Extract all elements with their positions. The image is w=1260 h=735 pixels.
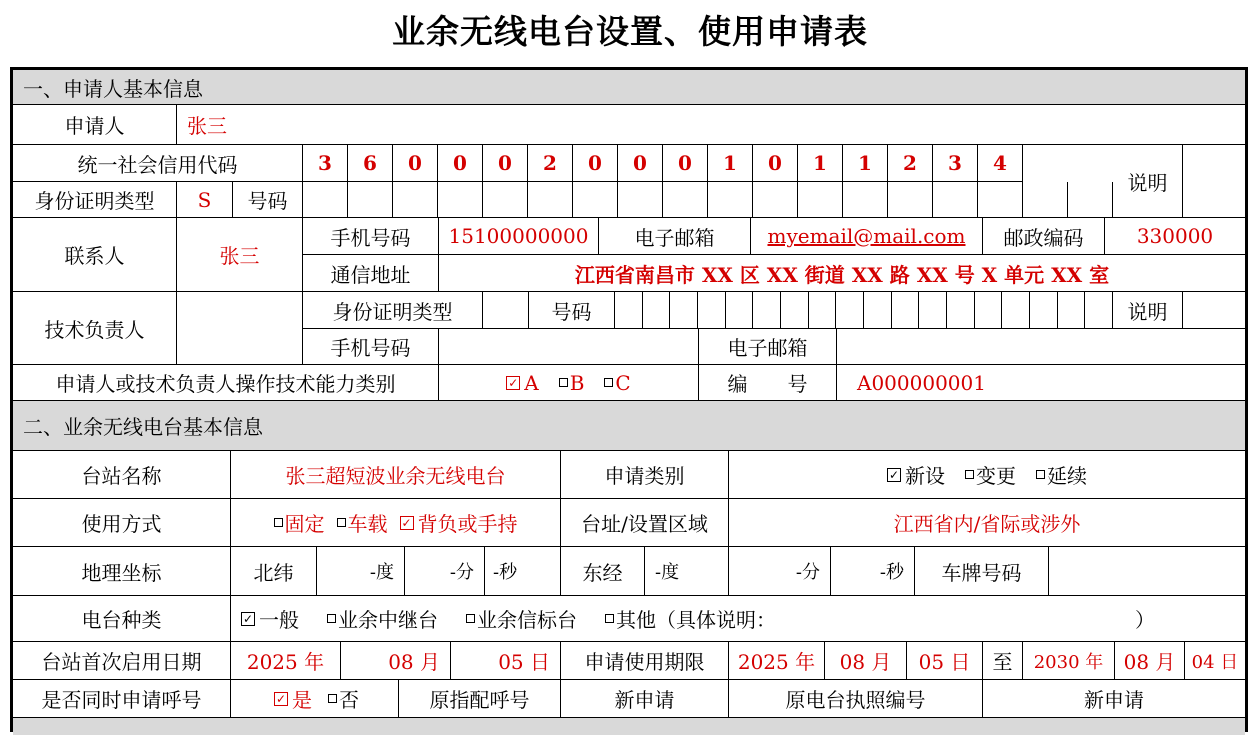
lat-sec-field[interactable]: -秒 xyxy=(485,547,561,596)
credit-code-digit[interactable]: 3 xyxy=(303,145,348,182)
id-number-cell[interactable] xyxy=(888,182,933,218)
id-number-cell[interactable] xyxy=(843,182,888,218)
id-number-cell[interactable] xyxy=(798,182,843,218)
ability-c-option[interactable]: C xyxy=(604,371,630,395)
station-type-options xyxy=(231,596,1245,642)
note-label: 说明 xyxy=(1113,145,1183,218)
id-number-cell[interactable] xyxy=(663,182,708,218)
geo-label: 地理坐标 xyxy=(13,547,231,596)
tech-label: 技术负责人 xyxy=(13,292,177,365)
type-other-close: ） xyxy=(1135,608,1155,632)
postcode-label: 邮政编码 xyxy=(983,218,1105,255)
tech-id-number-cell[interactable] xyxy=(809,292,837,329)
tech-id-type-label: 身份证明类型 xyxy=(303,292,483,329)
first-day-field[interactable]: 05 日 xyxy=(451,642,561,680)
tech-id-number-cell[interactable] xyxy=(781,292,809,329)
plate-label: 车牌号码 xyxy=(915,547,1049,596)
checked-icon: ✓ xyxy=(242,611,254,626)
to-year-field[interactable]: 2030 年 xyxy=(1023,642,1115,680)
ability-options xyxy=(439,365,699,401)
email-field[interactable]: myemail@mail.com xyxy=(751,218,983,255)
usage-label: 使用方式 xyxy=(13,499,231,547)
next-section-header xyxy=(13,718,1245,735)
credit-code-digit[interactable]: 0 xyxy=(483,145,528,182)
id-number-cell[interactable] xyxy=(348,182,393,218)
tech-id-number-cell[interactable] xyxy=(1002,292,1030,329)
first-year-field[interactable]: 2025 年 xyxy=(231,642,341,680)
tech-id-number-cell[interactable] xyxy=(753,292,781,329)
id-number-cell[interactable] xyxy=(1023,182,1068,218)
tech-id-number-cell[interactable] xyxy=(1030,292,1058,329)
form-title: 业余无线电台设置、使用申请表 xyxy=(392,12,868,51)
checkbox-icon xyxy=(605,614,614,623)
tech-id-number-cell[interactable] xyxy=(643,292,671,329)
id-number-label: 号码 xyxy=(233,182,303,218)
lat-min-field[interactable]: -分 xyxy=(405,547,485,596)
contact-field[interactable]: 张三 xyxy=(177,218,303,292)
credit-code-digit[interactable]: 1 xyxy=(843,145,888,182)
site-label: 台址/设置区域 xyxy=(561,499,729,547)
ability-a-option[interactable]: ✓ A xyxy=(508,370,539,395)
credit-code-digit[interactable]: 0 xyxy=(393,145,438,182)
tech-id-number-cell[interactable] xyxy=(726,292,754,329)
apply-type-new[interactable]: ✓ 新设 xyxy=(888,464,945,488)
apply-type-extend[interactable]: 延续 xyxy=(1036,460,1087,489)
credit-code-digit[interactable]: 1 xyxy=(798,145,843,182)
from-year-field[interactable]: 2025 年 xyxy=(729,642,825,680)
credit-code-digit[interactable]: 2 xyxy=(528,145,573,182)
checkbox-icon xyxy=(328,694,337,703)
from-day-field[interactable]: 05 日 xyxy=(907,642,983,680)
plate-field[interactable] xyxy=(1049,547,1245,596)
address-field[interactable]: 江西省南昌市 XX 区 XX 街道 XX 路 XX 号 X 单元 XX 室 xyxy=(439,255,1245,292)
tech-note-label: 说明 xyxy=(1113,292,1183,329)
id-number-cell[interactable] xyxy=(573,182,618,218)
tech-id-number-cell[interactable] xyxy=(615,292,643,329)
credit-code-digit[interactable]: 0 xyxy=(618,145,663,182)
applicant-field[interactable]: 张三 xyxy=(177,105,1245,145)
checked-icon: ✓ xyxy=(275,691,287,706)
checkbox-icon xyxy=(466,614,475,623)
id-number-cell[interactable] xyxy=(708,182,753,218)
orig-license-label: 原电台执照编号 xyxy=(729,680,983,718)
credit-code-digit[interactable]: 0 xyxy=(573,145,618,182)
tech-phone-field[interactable] xyxy=(439,329,699,365)
note-field[interactable] xyxy=(1183,145,1245,218)
to-label: 至 xyxy=(983,642,1023,680)
email-label: 电子邮箱 xyxy=(599,218,751,255)
cert-no-label: 编 号 xyxy=(699,365,837,401)
first-month-field[interactable]: 08 月 xyxy=(341,642,451,680)
callsign-no[interactable]: 否 xyxy=(328,684,359,713)
checked-icon: ✓ xyxy=(401,515,412,530)
id-number-cell[interactable] xyxy=(1068,182,1113,218)
checkbox-icon xyxy=(965,470,974,479)
id-number-cell[interactable] xyxy=(303,182,348,218)
usage-portable[interactable]: ✓ 背负或手持 xyxy=(401,512,518,536)
to-day-field[interactable]: 04 日 xyxy=(1185,642,1245,680)
orig-callsign-field[interactable]: 新申请 xyxy=(561,680,729,718)
callsign-label: 是否同时申请呼号 xyxy=(13,680,231,718)
id-number-cell[interactable] xyxy=(393,182,438,218)
tech-id-number-cell[interactable] xyxy=(919,292,947,329)
callsign-yes[interactable]: ✓ 是 xyxy=(275,688,312,712)
address-label: 通信地址 xyxy=(303,255,439,292)
tech-id-number-label: 号码 xyxy=(529,292,615,329)
ability-b-option[interactable]: B xyxy=(559,371,585,395)
tech-id-number-cell[interactable] xyxy=(1085,292,1113,329)
section-1-header: 一、申请人基本信息 xyxy=(13,70,1245,105)
type-general[interactable]: ✓ 一般 xyxy=(242,608,299,632)
type-beacon[interactable]: 业余信标台 xyxy=(466,604,577,633)
tech-email-label: 电子邮箱 xyxy=(699,329,837,365)
first-date-label: 台站首次启用日期 xyxy=(13,642,231,680)
tech-id-number-cell[interactable] xyxy=(947,292,975,329)
ability-label: 申请人或技术负责人操作技术能力类别 xyxy=(13,365,439,401)
orig-license-field[interactable]: 新申请 xyxy=(983,680,1245,718)
station-name-field[interactable]: 张三超短波业余无线电台 xyxy=(231,451,561,499)
north-label: 北纬 xyxy=(231,547,317,596)
id-number-cell[interactable] xyxy=(978,182,1023,218)
lat-deg-field[interactable]: -度 xyxy=(317,547,405,596)
credit-code-digit[interactable]: 4 xyxy=(978,145,1023,182)
phone-label: 手机号码 xyxy=(303,218,439,255)
from-month-field[interactable]: 08 月 xyxy=(825,642,907,680)
phone-field[interactable]: 15100000000 xyxy=(439,218,599,255)
tech-email-field[interactable] xyxy=(837,329,1245,365)
usage-options xyxy=(231,499,561,547)
east-label: 东经 xyxy=(561,547,645,596)
apply-type-change[interactable]: 变更 xyxy=(965,460,1016,489)
period-label: 申请使用期限 xyxy=(561,642,729,680)
station-type-label: 电台种类 xyxy=(13,596,231,642)
tech-id-type-field[interactable] xyxy=(483,292,529,329)
cert-no-field[interactable]: A000000001 xyxy=(837,365,1245,401)
id-number-cell[interactable] xyxy=(483,182,528,218)
tech-id-number-cell[interactable] xyxy=(698,292,726,329)
application-form xyxy=(10,67,1248,732)
type-repeater[interactable]: 业余中继台 xyxy=(327,604,438,633)
credit-code-label: 统一社会信用代码 xyxy=(13,145,303,182)
credit-code-digit[interactable]: 2 xyxy=(888,145,933,182)
id-number-cell[interactable] xyxy=(438,182,483,218)
id-number-cell[interactable] xyxy=(933,182,978,218)
checkbox-icon xyxy=(1036,470,1045,479)
id-number-cell[interactable] xyxy=(528,182,573,218)
credit-code-digit[interactable]: 1 xyxy=(708,145,753,182)
to-month-field[interactable]: 08 月 xyxy=(1115,642,1185,680)
station-name-label: 台站名称 xyxy=(13,451,231,499)
checkbox-icon xyxy=(274,518,283,527)
applicant-label: 申请人 xyxy=(13,105,177,145)
contact-label: 联系人 xyxy=(13,218,177,292)
tech-id-number-cell[interactable] xyxy=(892,292,920,329)
tech-phone-label: 手机号码 xyxy=(303,329,439,365)
type-other[interactable]: 其他（具体说明： xyxy=(605,604,776,633)
id-type-label: 身份证明类型 xyxy=(13,182,177,218)
checkbox-icon xyxy=(327,614,336,623)
checked-icon: ✓ xyxy=(888,467,900,482)
checkbox-icon xyxy=(604,378,613,387)
tech-id-number-cell[interactable] xyxy=(670,292,698,329)
credit-code-digit[interactable]: 3 xyxy=(933,145,978,182)
postcode-field[interactable]: 330000 xyxy=(1105,218,1245,255)
usage-vehicle[interactable]: 车载 xyxy=(337,508,388,537)
tech-id-number-cell[interactable] xyxy=(1058,292,1086,329)
tech-id-number-cell[interactable] xyxy=(836,292,864,329)
tech-field[interactable] xyxy=(177,292,303,365)
tech-note-field[interactable] xyxy=(1183,292,1245,329)
credit-code-digit[interactable]: 6 xyxy=(348,145,393,182)
lon-deg-field[interactable]: -度 xyxy=(645,547,729,596)
checkbox-icon xyxy=(559,378,568,387)
callsign-options xyxy=(231,680,399,718)
apply-type-label: 申请类别 xyxy=(561,451,729,499)
id-type-field[interactable]: S xyxy=(177,182,233,218)
checkbox-icon xyxy=(337,518,346,527)
credit-code-digit[interactable]: 0 xyxy=(663,145,708,182)
section-2-header: 二、业余无线电台基本信息 xyxy=(13,401,1245,451)
checked-icon: ✓ xyxy=(508,375,519,390)
lon-sec-field[interactable]: -秒 xyxy=(831,547,915,596)
credit-code-digit[interactable]: 0 xyxy=(753,145,798,182)
apply-type-options xyxy=(729,451,1245,499)
tech-id-number-cell[interactable] xyxy=(864,292,892,329)
tech-id-number-cell[interactable] xyxy=(975,292,1003,329)
site-field[interactable]: 江西省内/省际或涉外 xyxy=(729,499,1245,547)
orig-callsign-label: 原指配呼号 xyxy=(399,680,561,718)
usage-fixed[interactable]: 固定 xyxy=(274,508,325,537)
credit-code-digit[interactable]: 0 xyxy=(438,145,483,182)
id-number-cell[interactable] xyxy=(753,182,798,218)
lon-min-field[interactable]: -分 xyxy=(729,547,831,596)
id-number-cell[interactable] xyxy=(618,182,663,218)
